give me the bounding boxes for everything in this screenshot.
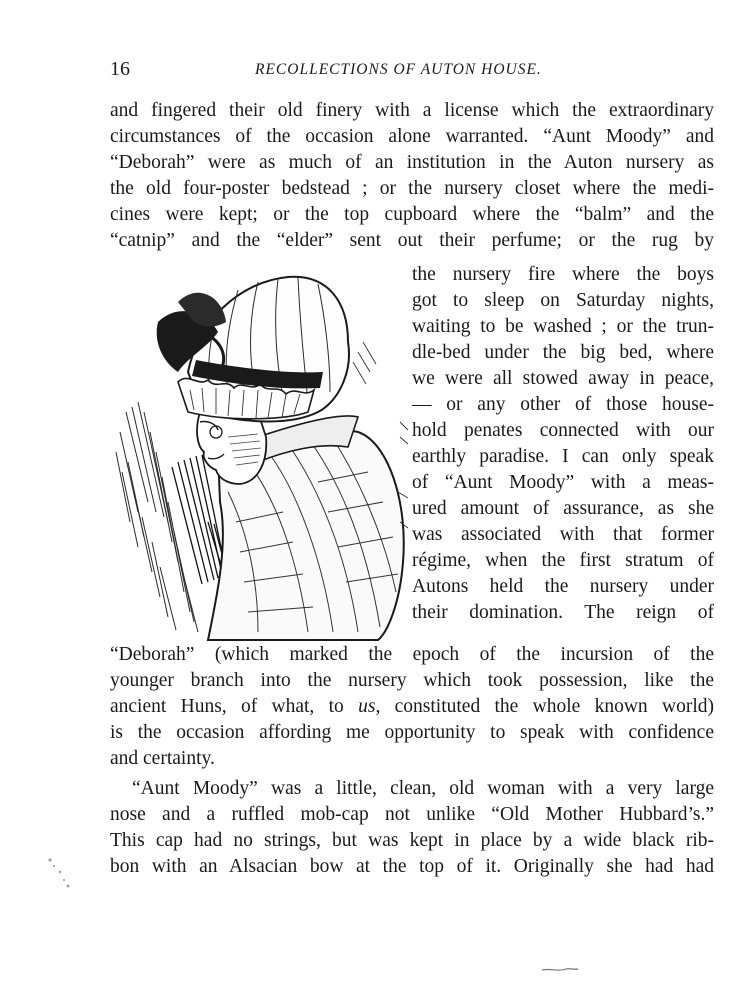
text-line: ured amount of assurance, as she [412, 498, 714, 519]
text-line: the old four-poster bedstead ; or the nursery closet where the medi- [110, 178, 714, 199]
aunt-moody-illustration [108, 262, 410, 642]
text-line: régime, when the first stratum of [412, 550, 714, 571]
text-line: their domination. The reign of [412, 602, 714, 623]
text-line: — or any other of those house- [412, 394, 714, 415]
text-line: cines were kept; or the top cupboard where the “balm” and the [110, 204, 714, 225]
text-line: bon with an Alsacian bow at the top of it. Originally she had had [110, 856, 714, 877]
text-line: waiting to be washed ; or the trun- [412, 316, 714, 337]
text-line: earthly paradise. I can only speak [412, 446, 714, 467]
paragraph-first-line: “Aunt Moody” was a little, clean, old woman with a very large [132, 778, 714, 799]
text-line: dle-bed under the big bed, where [412, 342, 714, 363]
text-run: ancient Huns, of what, to [110, 696, 359, 717]
text-line: circumstances of the occasion alone warranted. “Aunt Moody” and [110, 126, 714, 147]
text-line-with-emphasis [110, 694, 714, 720]
text-line: is the occasion affording me opportunity to speak with confidence [110, 722, 714, 743]
text-line: “Deborah” (which marked the epoch of the incursion of the [110, 644, 714, 665]
text-line: “catnip” and the “elder” sent out their perfume; or the rug by [110, 230, 714, 251]
text-line: of “Aunt Moody” with a meas- [412, 472, 714, 493]
text-line: “Deborah” were as much of an institution in the Auton nursery as [110, 152, 714, 173]
text-line: and fingered their old finery with a license which the extraordinary [110, 100, 714, 121]
text-line: Autons held the nursery under [412, 576, 714, 597]
text-line: we were all stowed away in peace, [412, 368, 714, 389]
emphasized-word: us [358, 696, 376, 717]
text-line: got to sleep on Saturday nights, [412, 290, 714, 311]
text-run: , constituted the whole known world) [375, 696, 714, 717]
text-line: and certainty. [110, 748, 215, 769]
paper-stain [540, 960, 580, 980]
text-line: younger branch into the nursery which took possession, like the [110, 670, 714, 691]
text-line: This cap had no strings, but was kept in place by a wide black rib- [110, 830, 714, 851]
paper-stain [40, 850, 80, 900]
running-title: RECOLLECTIONS OF AUTON HOUSE. [255, 61, 542, 78]
text-line: nose and a ruffled mob-cap not unlike “Old Mother Hubbard’s.” [110, 804, 714, 825]
text-line: hold penates connected with our [412, 420, 714, 441]
text-line: the nursery fire where the boys [412, 264, 714, 285]
page-number: 16 [110, 58, 130, 80]
text-line: was associated with that former [412, 524, 714, 545]
page-header [110, 58, 715, 86]
